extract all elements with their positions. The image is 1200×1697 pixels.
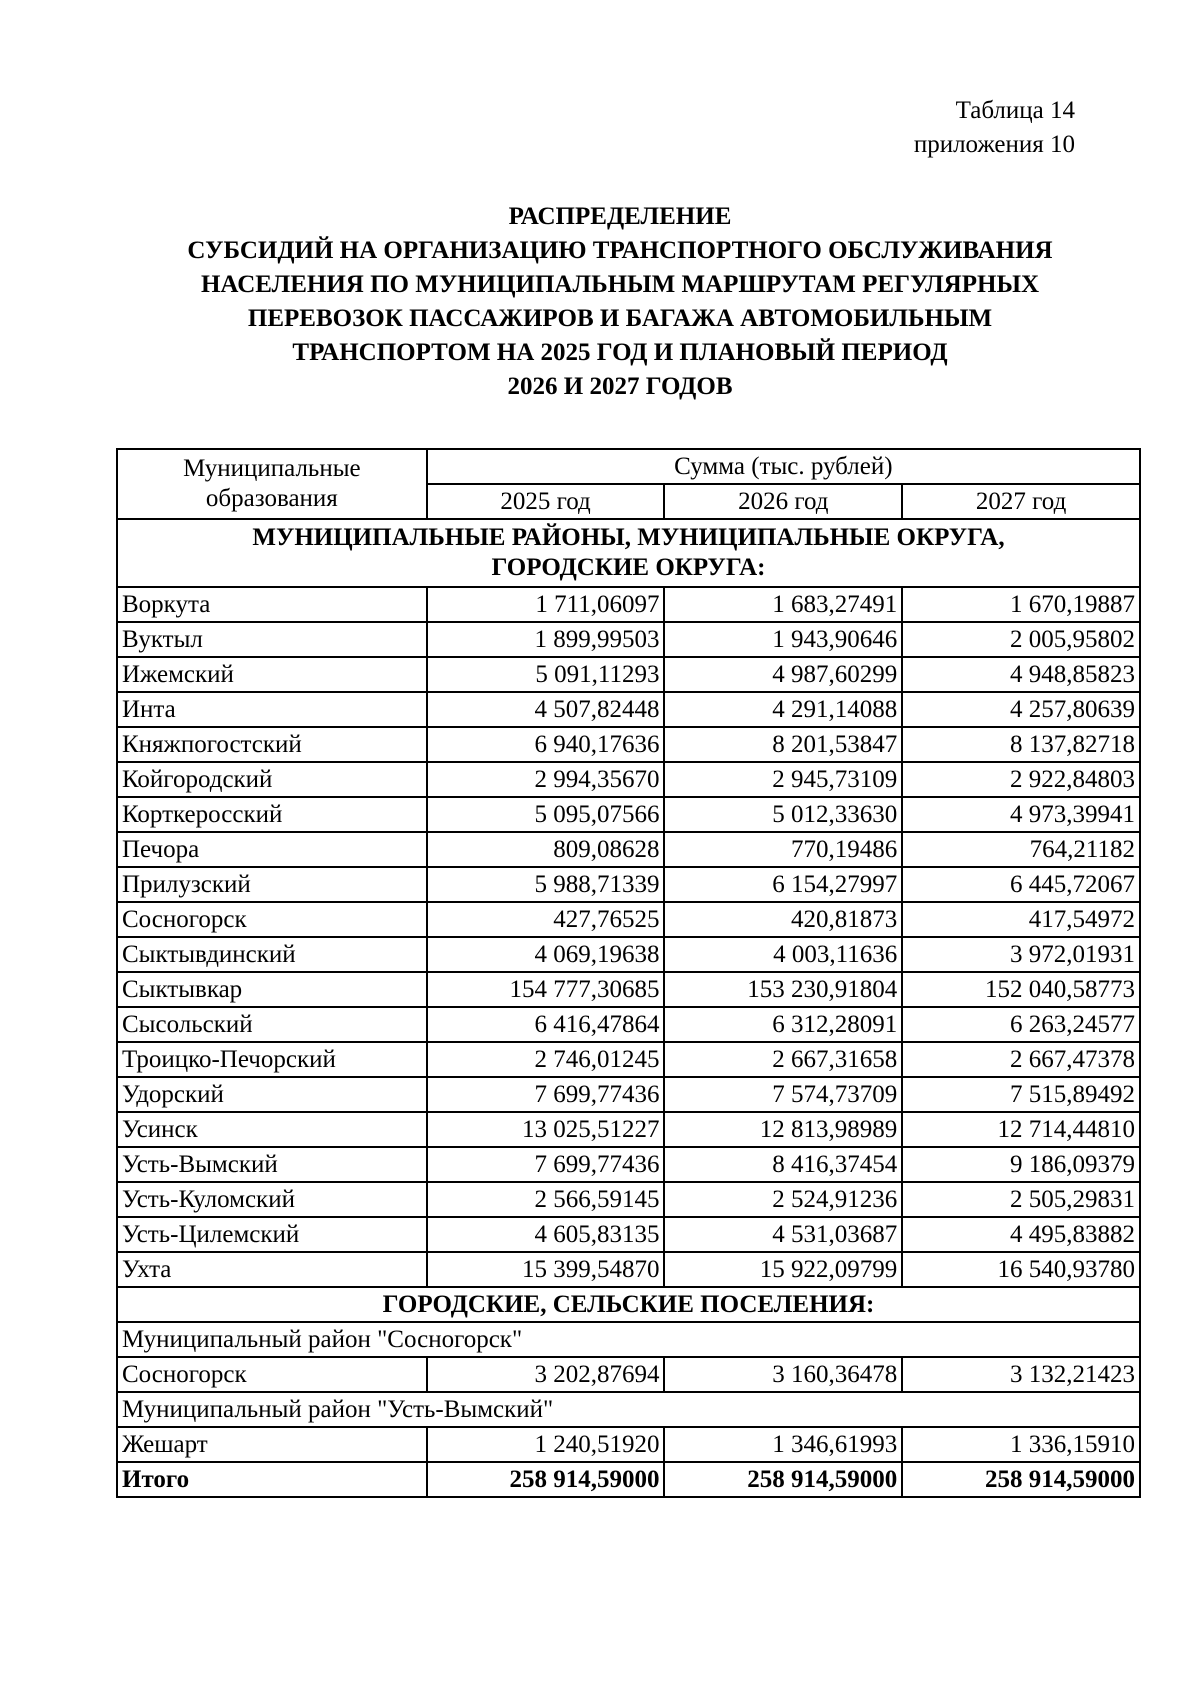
table-row xyxy=(117,692,1140,727)
municipality-name: Сысольский xyxy=(117,1007,427,1042)
municipality-name: Удорский xyxy=(117,1077,427,1112)
value-2025: 2 994,35670 xyxy=(427,762,665,797)
table-row xyxy=(117,727,1140,762)
value-2025: 5 988,71339 xyxy=(427,867,665,902)
value-2027: 417,54972 xyxy=(902,902,1140,937)
value-2025: 5 095,07566 xyxy=(427,797,665,832)
value-2026: 8 416,37454 xyxy=(664,1147,902,1182)
value-2026: 12 813,98989 xyxy=(664,1112,902,1147)
year-2027-header: 2027 год xyxy=(902,484,1140,519)
municipality-name: Княжпогостский xyxy=(117,727,427,762)
municipality-name: Ижемский xyxy=(117,657,427,692)
title-line: НАСЕЛЕНИЯ ПО МУНИЦИПАЛЬНЫМ МАРШРУТАМ РЕГУЛЯРНЫХ xyxy=(200,271,1040,298)
value-2027: 6 263,24577 xyxy=(902,1007,1140,1042)
municipality-header xyxy=(117,449,427,519)
section-row xyxy=(117,519,1140,587)
municipality-name: Сыктывдинский xyxy=(117,937,427,972)
municipality-name: Усинск xyxy=(117,1112,427,1147)
table-number: Таблица 14 xyxy=(955,97,1075,124)
value-2027: 3 132,21423 xyxy=(902,1357,1140,1392)
value-2025: 4 069,19638 xyxy=(427,937,665,972)
value-2025: 2 746,01245 xyxy=(427,1042,665,1077)
municipality-name: Троицко-Печорский xyxy=(117,1042,427,1077)
district-label-row xyxy=(117,1322,1140,1357)
title-line: СУБСИДИЙ НА ОРГАНИЗАЦИЮ ТРАНСПОРТНОГО ОБСЛУЖИВАНИЯ xyxy=(187,237,1053,264)
value-2025: 809,08628 xyxy=(427,832,665,867)
municipality-name: Прилузский xyxy=(117,867,427,902)
section-header-line2: ГОРОДСКИЕ ОКРУГА: xyxy=(491,554,766,581)
value-2027: 2 922,84803 xyxy=(902,762,1140,797)
value-2026: 258 914,59000 xyxy=(664,1462,902,1497)
value-2026: 770,19486 xyxy=(664,832,902,867)
value-2025: 427,76525 xyxy=(427,902,665,937)
value-2025: 3 202,87694 xyxy=(427,1357,665,1392)
value-2026: 2 945,73109 xyxy=(664,762,902,797)
value-2025: 4 507,82448 xyxy=(427,692,665,727)
section-settlements-header-row xyxy=(117,1287,1140,1322)
table-row xyxy=(117,1462,1140,1497)
value-2027: 9 186,09379 xyxy=(902,1147,1140,1182)
value-2025: 6 940,17636 xyxy=(427,727,665,762)
municipality-name: Сосногорск xyxy=(117,902,427,937)
title-line: РАСПРЕДЕЛЕНИЕ xyxy=(508,203,732,230)
municipality-name: Усть-Цилемский xyxy=(117,1217,427,1252)
section-settlements-header: ГОРОДСКИЕ, СЕЛЬСКИЕ ПОСЕЛЕНИЯ: xyxy=(117,1287,1140,1322)
value-2025: 2 566,59145 xyxy=(427,1182,665,1217)
value-2026: 7 574,73709 xyxy=(664,1077,902,1112)
value-2025: 1 899,99503 xyxy=(427,622,665,657)
section-districts-header xyxy=(117,519,1140,587)
value-2026: 3 160,36478 xyxy=(664,1357,902,1392)
value-2026: 1 346,61993 xyxy=(664,1427,902,1462)
table-row xyxy=(117,832,1140,867)
municipality-name: Усть-Вымский xyxy=(117,1147,427,1182)
value-2026: 15 922,09799 xyxy=(664,1252,902,1287)
value-2027: 7 515,89492 xyxy=(902,1077,1140,1112)
sum-header: Сумма (тыс. рублей) xyxy=(427,449,1140,484)
table-row xyxy=(117,1357,1140,1392)
table-row xyxy=(117,797,1140,832)
value-2026: 2 524,91236 xyxy=(664,1182,902,1217)
table-row xyxy=(117,1427,1140,1462)
table-row xyxy=(117,1007,1140,1042)
value-2025: 7 699,77436 xyxy=(427,1077,665,1112)
value-2025: 4 605,83135 xyxy=(427,1217,665,1252)
table-row xyxy=(117,1147,1140,1182)
municipality-name: Жешарт xyxy=(117,1427,427,1462)
value-2026: 1 683,27491 xyxy=(664,587,902,622)
value-2025: 154 777,30685 xyxy=(427,972,665,1007)
value-2027: 4 495,83882 xyxy=(902,1217,1140,1252)
municipality-name: Усть-Куломский xyxy=(117,1182,427,1217)
value-2025: 5 091,11293 xyxy=(427,657,665,692)
value-2026: 6 312,28091 xyxy=(664,1007,902,1042)
subsidy-table xyxy=(116,448,1141,1498)
title-line: ТРАНСПОРТОМ НА 2025 ГОД И ПЛАНОВЫЙ ПЕРИОД xyxy=(292,339,948,366)
value-2025: 13 025,51227 xyxy=(427,1112,665,1147)
value-2025: 7 699,77436 xyxy=(427,1147,665,1182)
district-label: Муниципальный район "Усть-Вымский" xyxy=(117,1392,1140,1427)
table-row xyxy=(117,1042,1140,1077)
value-2027: 8 137,82718 xyxy=(902,727,1140,762)
value-2027: 4 257,80639 xyxy=(902,692,1140,727)
value-2027: 6 445,72067 xyxy=(902,867,1140,902)
value-2027: 4 973,39941 xyxy=(902,797,1140,832)
table-row xyxy=(117,1112,1140,1147)
table-row xyxy=(117,867,1140,902)
table-row xyxy=(117,1217,1140,1252)
value-2025: 1 240,51920 xyxy=(427,1427,665,1462)
value-2026: 420,81873 xyxy=(664,902,902,937)
table-row xyxy=(117,972,1140,1007)
value-2025: 258 914,59000 xyxy=(427,1462,665,1497)
value-2026: 4 531,03687 xyxy=(664,1217,902,1252)
municipality-header-line2: образования xyxy=(205,485,338,512)
municipality-name: Воркута xyxy=(117,587,427,622)
table-row xyxy=(117,937,1140,972)
value-2027: 3 972,01931 xyxy=(902,937,1140,972)
value-2026: 4 291,14088 xyxy=(664,692,902,727)
municipality-name: Итого xyxy=(117,1462,427,1497)
section-header-line1: МУНИЦИПАЛЬНЫЕ РАЙОНЫ, МУНИЦИПАЛЬНЫЕ ОКРУГА, xyxy=(252,524,1005,551)
value-2026: 2 667,31658 xyxy=(664,1042,902,1077)
value-2027: 152 040,58773 xyxy=(902,972,1140,1007)
table-row xyxy=(117,657,1140,692)
municipality-name: Корткеросский xyxy=(117,797,427,832)
value-2026: 5 012,33630 xyxy=(664,797,902,832)
table-row xyxy=(117,622,1140,657)
title-line: 2026 И 2027 ГОДОВ xyxy=(507,373,733,400)
municipality-name: Ухта xyxy=(117,1252,427,1287)
municipality-name: Койгородский xyxy=(117,762,427,797)
appendix-number: приложения 10 xyxy=(913,131,1075,158)
value-2027: 12 714,44810 xyxy=(902,1112,1140,1147)
value-2027: 4 948,85823 xyxy=(902,657,1140,692)
value-2026: 4 987,60299 xyxy=(664,657,902,692)
table-row xyxy=(117,587,1140,622)
municipality-name: Инта xyxy=(117,692,427,727)
year-2026-header: 2026 год xyxy=(664,484,902,519)
municipality-name: Печора xyxy=(117,832,427,867)
value-2026: 4 003,11636 xyxy=(664,937,902,972)
document-title xyxy=(100,200,1140,404)
title-line: ПЕРЕВОЗОК ПАССАЖИРОВ И БАГАЖА АВТОМОБИЛЬНЫМ xyxy=(247,305,993,332)
header-row xyxy=(117,449,1140,484)
district-label-row xyxy=(117,1392,1140,1427)
value-2027: 764,21182 xyxy=(902,832,1140,867)
value-2026: 8 201,53847 xyxy=(664,727,902,762)
value-2027: 1 336,15910 xyxy=(902,1427,1140,1462)
table-row xyxy=(117,902,1140,937)
year-2025-header: 2025 год xyxy=(427,484,665,519)
value-2026: 153 230,91804 xyxy=(664,972,902,1007)
value-2026: 6 154,27997 xyxy=(664,867,902,902)
table-row xyxy=(117,1077,1140,1112)
table-row xyxy=(117,1182,1140,1217)
municipality-name: Вуктыл xyxy=(117,622,427,657)
table-reference xyxy=(914,94,1075,162)
value-2025: 1 711,06097 xyxy=(427,587,665,622)
value-2027: 2 005,95802 xyxy=(902,622,1140,657)
value-2027: 1 670,19887 xyxy=(902,587,1140,622)
table-row xyxy=(117,1252,1140,1287)
value-2027: 258 914,59000 xyxy=(902,1462,1140,1497)
municipality-header-line1: Муниципальные xyxy=(183,455,361,482)
value-2025: 6 416,47864 xyxy=(427,1007,665,1042)
value-2027: 2 505,29831 xyxy=(902,1182,1140,1217)
district-label: Муниципальный район "Сосногорск" xyxy=(117,1322,1140,1357)
value-2026: 1 943,90646 xyxy=(664,622,902,657)
municipality-name: Сосногорск xyxy=(117,1357,427,1392)
value-2027: 2 667,47378 xyxy=(902,1042,1140,1077)
municipality-name: Сыктывкар xyxy=(117,972,427,1007)
table-row xyxy=(117,762,1140,797)
value-2025: 15 399,54870 xyxy=(427,1252,665,1287)
value-2027: 16 540,93780 xyxy=(902,1252,1140,1287)
